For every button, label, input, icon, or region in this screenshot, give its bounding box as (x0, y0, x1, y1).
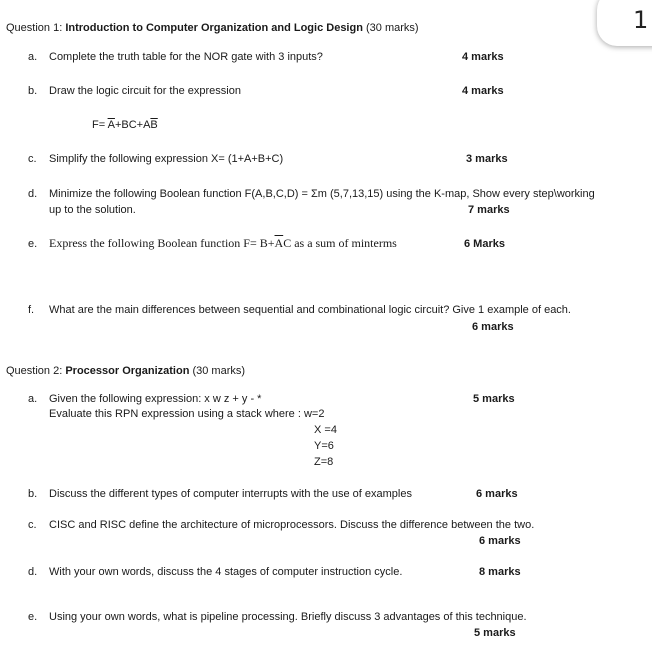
q1b-expr-b-bar: $\overline{B}$ (150, 119, 158, 131)
q1b-expr-mid: +BC+A (114, 119, 151, 131)
q2e-marks: 5 marks (474, 627, 516, 639)
q2b-marks: 6 marks (476, 488, 518, 500)
question-1-heading (6, 21, 419, 35)
q2a-letter: a. (28, 393, 38, 405)
q1e-text (49, 236, 397, 250)
q2d-letter: d. (28, 566, 38, 578)
q1c-letter: c. (28, 153, 37, 165)
q1b-expr-a-bar: $\overline{A}$ (107, 119, 115, 131)
q2a-marks: 5 marks (473, 393, 515, 405)
q2d-marks: 8 marks (479, 566, 521, 578)
q2a-y-value: Y=6 (314, 440, 334, 452)
q2a-x-value: X =4 (314, 424, 337, 436)
q2a-text: Given the following expression: x w z + y - * (49, 393, 262, 405)
q2c-marks: 6 marks (479, 535, 521, 547)
q2b-text: Discuss the different types of computer interrupts with the use of examples (49, 488, 412, 500)
question-1-marks: (30 marks) (362, 22, 419, 34)
q1b-expr-pre: F= (92, 119, 108, 131)
question-2-heading (6, 364, 245, 378)
q1d-text: Minimize the following Boolean function F(A,B,C,D) = Σm (5,7,13,15) using the K-map, Show every step\working (49, 188, 595, 200)
q1b-text: Draw the logic circuit for the expression (49, 85, 241, 97)
q1a-marks: 4 marks (462, 51, 504, 63)
q1f-marks: 6 marks (472, 321, 514, 333)
q2e-text: Using your own words, what is pipeline processing. Briefly discuss 3 advantages of this technique. (49, 611, 527, 623)
q2e-letter: e. (28, 611, 38, 623)
question-1-prefix: Question 1: (6, 22, 66, 34)
question-1-title: Introduction to Computer Organization and Logic Design (65, 22, 363, 34)
q1e-a-bar: $\overline{A}$ (274, 236, 284, 250)
q1a-letter: a. (28, 51, 38, 63)
q1f-letter: f. (28, 304, 35, 316)
q2b-letter: b. (28, 488, 38, 500)
q1d-marks: 7 marks (468, 204, 510, 216)
question-2-prefix: Question 2: (6, 365, 66, 377)
q2c-letter: c. (28, 519, 37, 531)
q1f-text: What are the main differences between sequential and combinational logic circuit? Give 1 example of each. (49, 304, 571, 316)
q1e-text-post: C as a sum of minterms (283, 236, 397, 250)
q1b-marks: 4 marks (462, 85, 504, 97)
q1b-expression (92, 118, 158, 132)
q2a-z-value: Z=8 (314, 456, 334, 468)
q2d-text: With your own words, discuss the 4 stages of computer instruction cycle. (49, 566, 403, 578)
question-2-title: Processor Organization (65, 365, 190, 377)
q2c-text: CISC and RISC define the architecture of microprocessors. Discuss the difference between the two. (49, 519, 535, 531)
q1e-letter: e. (28, 238, 38, 250)
q1d-text-line2: up to the solution. (49, 204, 136, 216)
q1e-text-pre: Express the following Boolean function F= B+ (49, 236, 275, 250)
q1a-text: Complete the truth table for the NOR gate with 3 inputs? (49, 51, 323, 63)
q1b-letter: b. (28, 85, 38, 97)
q1d-letter: d. (28, 188, 38, 200)
question-2-marks: (30 marks) (189, 365, 246, 377)
q1e-marks: 6 Marks (464, 238, 505, 250)
page-number: 1 (633, 6, 649, 34)
q1c-marks: 3 marks (466, 153, 508, 165)
q2a-text-line2: Evaluate this RPN expression using a stack where : w=2 (49, 408, 325, 420)
q1c-text: Simplify the following expression X= (1+A+B+C) (49, 153, 284, 165)
